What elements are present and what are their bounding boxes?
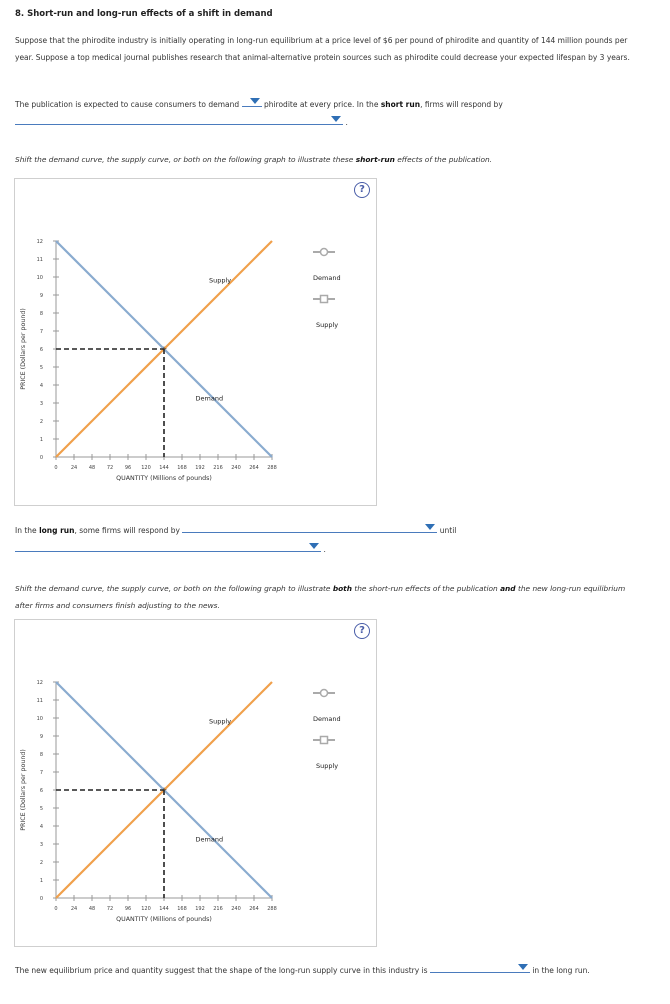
instruction-1 bbox=[15, 155, 655, 164]
y-tick-label: 1 bbox=[39, 437, 43, 443]
y-axis-label: PRICE (Dollars per pound) bbox=[20, 749, 27, 831]
instr2-mid: the short-run effects of the publication bbox=[354, 584, 498, 593]
x-tick-label: 264 bbox=[249, 906, 259, 912]
x-tick-label: 168 bbox=[177, 465, 187, 471]
y-tick-label: 8 bbox=[39, 752, 43, 758]
x-tick-label: 192 bbox=[195, 906, 205, 912]
q1-text-before: The publication is expected to cause consumers to demand bbox=[15, 100, 240, 109]
legend-demand-label: Demand bbox=[313, 274, 341, 282]
legend-supply-label: Supply bbox=[316, 762, 339, 770]
x-tick-label: 24 bbox=[70, 906, 78, 912]
chevron-down-icon bbox=[309, 543, 319, 549]
y-tick-label: 12 bbox=[36, 239, 43, 245]
q1-text-after: phirodite at every price. In the bbox=[263, 100, 379, 109]
y-tick-label: 7 bbox=[39, 329, 43, 335]
supply-curve-label: Supply bbox=[209, 276, 232, 285]
x-tick-label: 264 bbox=[249, 465, 259, 471]
x-tick-label: 288 bbox=[267, 906, 277, 912]
q2-before: In the bbox=[15, 526, 37, 535]
y-tick-label: 1 bbox=[39, 878, 43, 884]
x-tick-label: 0 bbox=[54, 906, 58, 912]
x-tick-label: 48 bbox=[88, 465, 96, 471]
x-tick-label: 120 bbox=[141, 465, 151, 471]
question-title: 8. Short-run and long-run effects of a shift in demand bbox=[15, 9, 273, 19]
y-tick-label: 9 bbox=[39, 734, 43, 740]
legend-demand-marker bbox=[321, 249, 328, 256]
help-icon[interactable]: ? bbox=[354, 623, 370, 639]
chevron-down-icon bbox=[331, 116, 341, 122]
x-tick-label: 216 bbox=[213, 465, 223, 471]
y-tick-label: 2 bbox=[39, 860, 43, 866]
graph-panel-2 bbox=[14, 619, 377, 947]
x-tick-label: 192 bbox=[195, 465, 205, 471]
x-tick-label: 120 bbox=[141, 906, 151, 912]
graph-2[interactable] bbox=[15, 620, 376, 946]
chevron-down-icon bbox=[518, 964, 528, 970]
x-tick-label: 288 bbox=[267, 465, 277, 471]
equilibrium-marker: + bbox=[160, 785, 168, 795]
y-tick-label: 5 bbox=[39, 806, 43, 812]
long-run-response-dropdown[interactable] bbox=[182, 522, 437, 533]
question-3 bbox=[15, 962, 660, 979]
q1-short-run: short run bbox=[380, 100, 421, 109]
chevron-down-icon bbox=[250, 98, 260, 104]
y-tick-label: 0 bbox=[39, 455, 43, 461]
x-tick-label: 48 bbox=[88, 906, 96, 912]
help-icon[interactable]: ? bbox=[354, 182, 370, 198]
instr2-bold2: and bbox=[500, 584, 516, 593]
y-tick-label: 7 bbox=[39, 770, 43, 776]
until-condition-dropdown[interactable] bbox=[15, 541, 321, 552]
question-2 bbox=[15, 522, 655, 539]
q2-until: until bbox=[439, 526, 457, 535]
x-tick-label: 240 bbox=[231, 465, 241, 471]
equilibrium-marker: + bbox=[160, 344, 168, 354]
instr2-before: Shift the demand curve, the supply curve, or both on the following graph to illustrate bbox=[15, 584, 331, 593]
y-tick-label: 6 bbox=[39, 347, 43, 353]
x-tick-label: 144 bbox=[159, 906, 169, 912]
instr2-after: the new long-run equilibrium after firms and consumers finish adjusting to the news. bbox=[15, 584, 626, 610]
x-tick-label: 0 bbox=[54, 465, 58, 471]
q2-line-2 bbox=[15, 541, 326, 558]
legend-demand-marker bbox=[321, 690, 328, 697]
x-tick-label: 168 bbox=[177, 906, 187, 912]
graph-panel-1 bbox=[14, 178, 377, 506]
x-tick-label: 96 bbox=[124, 465, 132, 471]
x-tick-label: 240 bbox=[231, 906, 241, 912]
q2-long-run: long run bbox=[39, 526, 75, 535]
x-tick-label: 96 bbox=[124, 906, 132, 912]
legend-supply-marker bbox=[321, 296, 328, 303]
x-tick-label: 72 bbox=[106, 906, 114, 912]
x-axis-label: QUANTITY (Millions of pounds) bbox=[116, 475, 212, 482]
q1-line-2 bbox=[15, 114, 348, 131]
supply-curve-label: Supply bbox=[209, 717, 232, 726]
legend-supply-marker bbox=[321, 737, 328, 744]
y-tick-label: 6 bbox=[39, 788, 43, 794]
y-tick-label: 2 bbox=[39, 419, 43, 425]
y-tick-label: 0 bbox=[39, 896, 43, 902]
instruction-2 bbox=[15, 580, 645, 614]
y-tick-label: 11 bbox=[36, 698, 43, 704]
demand-curve-label: Demand bbox=[195, 835, 224, 844]
x-tick-label: 216 bbox=[213, 906, 223, 912]
legend-demand-label: Demand bbox=[313, 715, 341, 723]
y-tick-label: 8 bbox=[39, 311, 43, 317]
y-tick-label: 12 bbox=[36, 680, 43, 686]
q1-period: . bbox=[345, 118, 348, 127]
q2-after: , some firms will respond by bbox=[74, 526, 180, 535]
graph-1[interactable] bbox=[15, 179, 376, 505]
y-tick-label: 5 bbox=[39, 365, 43, 371]
y-tick-label: 3 bbox=[39, 842, 43, 848]
legend-supply-label: Supply bbox=[316, 321, 339, 329]
y-tick-label: 11 bbox=[36, 257, 43, 263]
y-tick-label: 10 bbox=[36, 716, 43, 722]
q3-after: in the long run. bbox=[532, 966, 590, 975]
y-tick-label: 3 bbox=[39, 401, 43, 407]
short-run-response-dropdown[interactable] bbox=[15, 114, 343, 125]
q2-period: . bbox=[323, 545, 326, 554]
x-tick-label: 72 bbox=[106, 465, 114, 471]
instr1-after: effects of the publication. bbox=[397, 155, 493, 164]
instr1-before: Shift the demand curve, the supply curve, or both on the following graph to illustrate these bbox=[15, 155, 354, 164]
chevron-down-icon bbox=[425, 524, 435, 530]
instr2-bold1: both bbox=[332, 584, 352, 593]
y-tick-label: 4 bbox=[39, 824, 43, 830]
y-tick-label: 10 bbox=[36, 275, 43, 281]
y-tick-label: 4 bbox=[39, 383, 43, 389]
question-1 bbox=[15, 96, 655, 113]
x-tick-label: 144 bbox=[159, 465, 169, 471]
instr1-bold: short-run bbox=[355, 155, 395, 164]
y-axis-label: PRICE (Dollars per pound) bbox=[20, 308, 27, 390]
demand-curve-label: Demand bbox=[195, 394, 224, 403]
x-tick-label: 24 bbox=[70, 465, 78, 471]
q3-before: The new equilibrium price and quantity suggest that the shape of the long-run supply curve in this industry is bbox=[15, 966, 428, 975]
q1-text-after2: , firms will respond by bbox=[420, 100, 503, 109]
x-axis-label: QUANTITY (Millions of pounds) bbox=[116, 916, 212, 923]
y-tick-label: 9 bbox=[39, 293, 43, 299]
intro-paragraph: Suppose that the phirodite industry is initially operating in long-run equilibrium at a price level of $6 per pound of phirodite and quantity of 144 million pounds per year. Suppose a top medical journal publishes research that animal-alternative protein sources such as phirodite could decrease your expected lifespan by 3 years. bbox=[15, 36, 630, 62]
demand-change-dropdown[interactable] bbox=[242, 96, 262, 107]
supply-shape-dropdown[interactable] bbox=[430, 962, 530, 973]
